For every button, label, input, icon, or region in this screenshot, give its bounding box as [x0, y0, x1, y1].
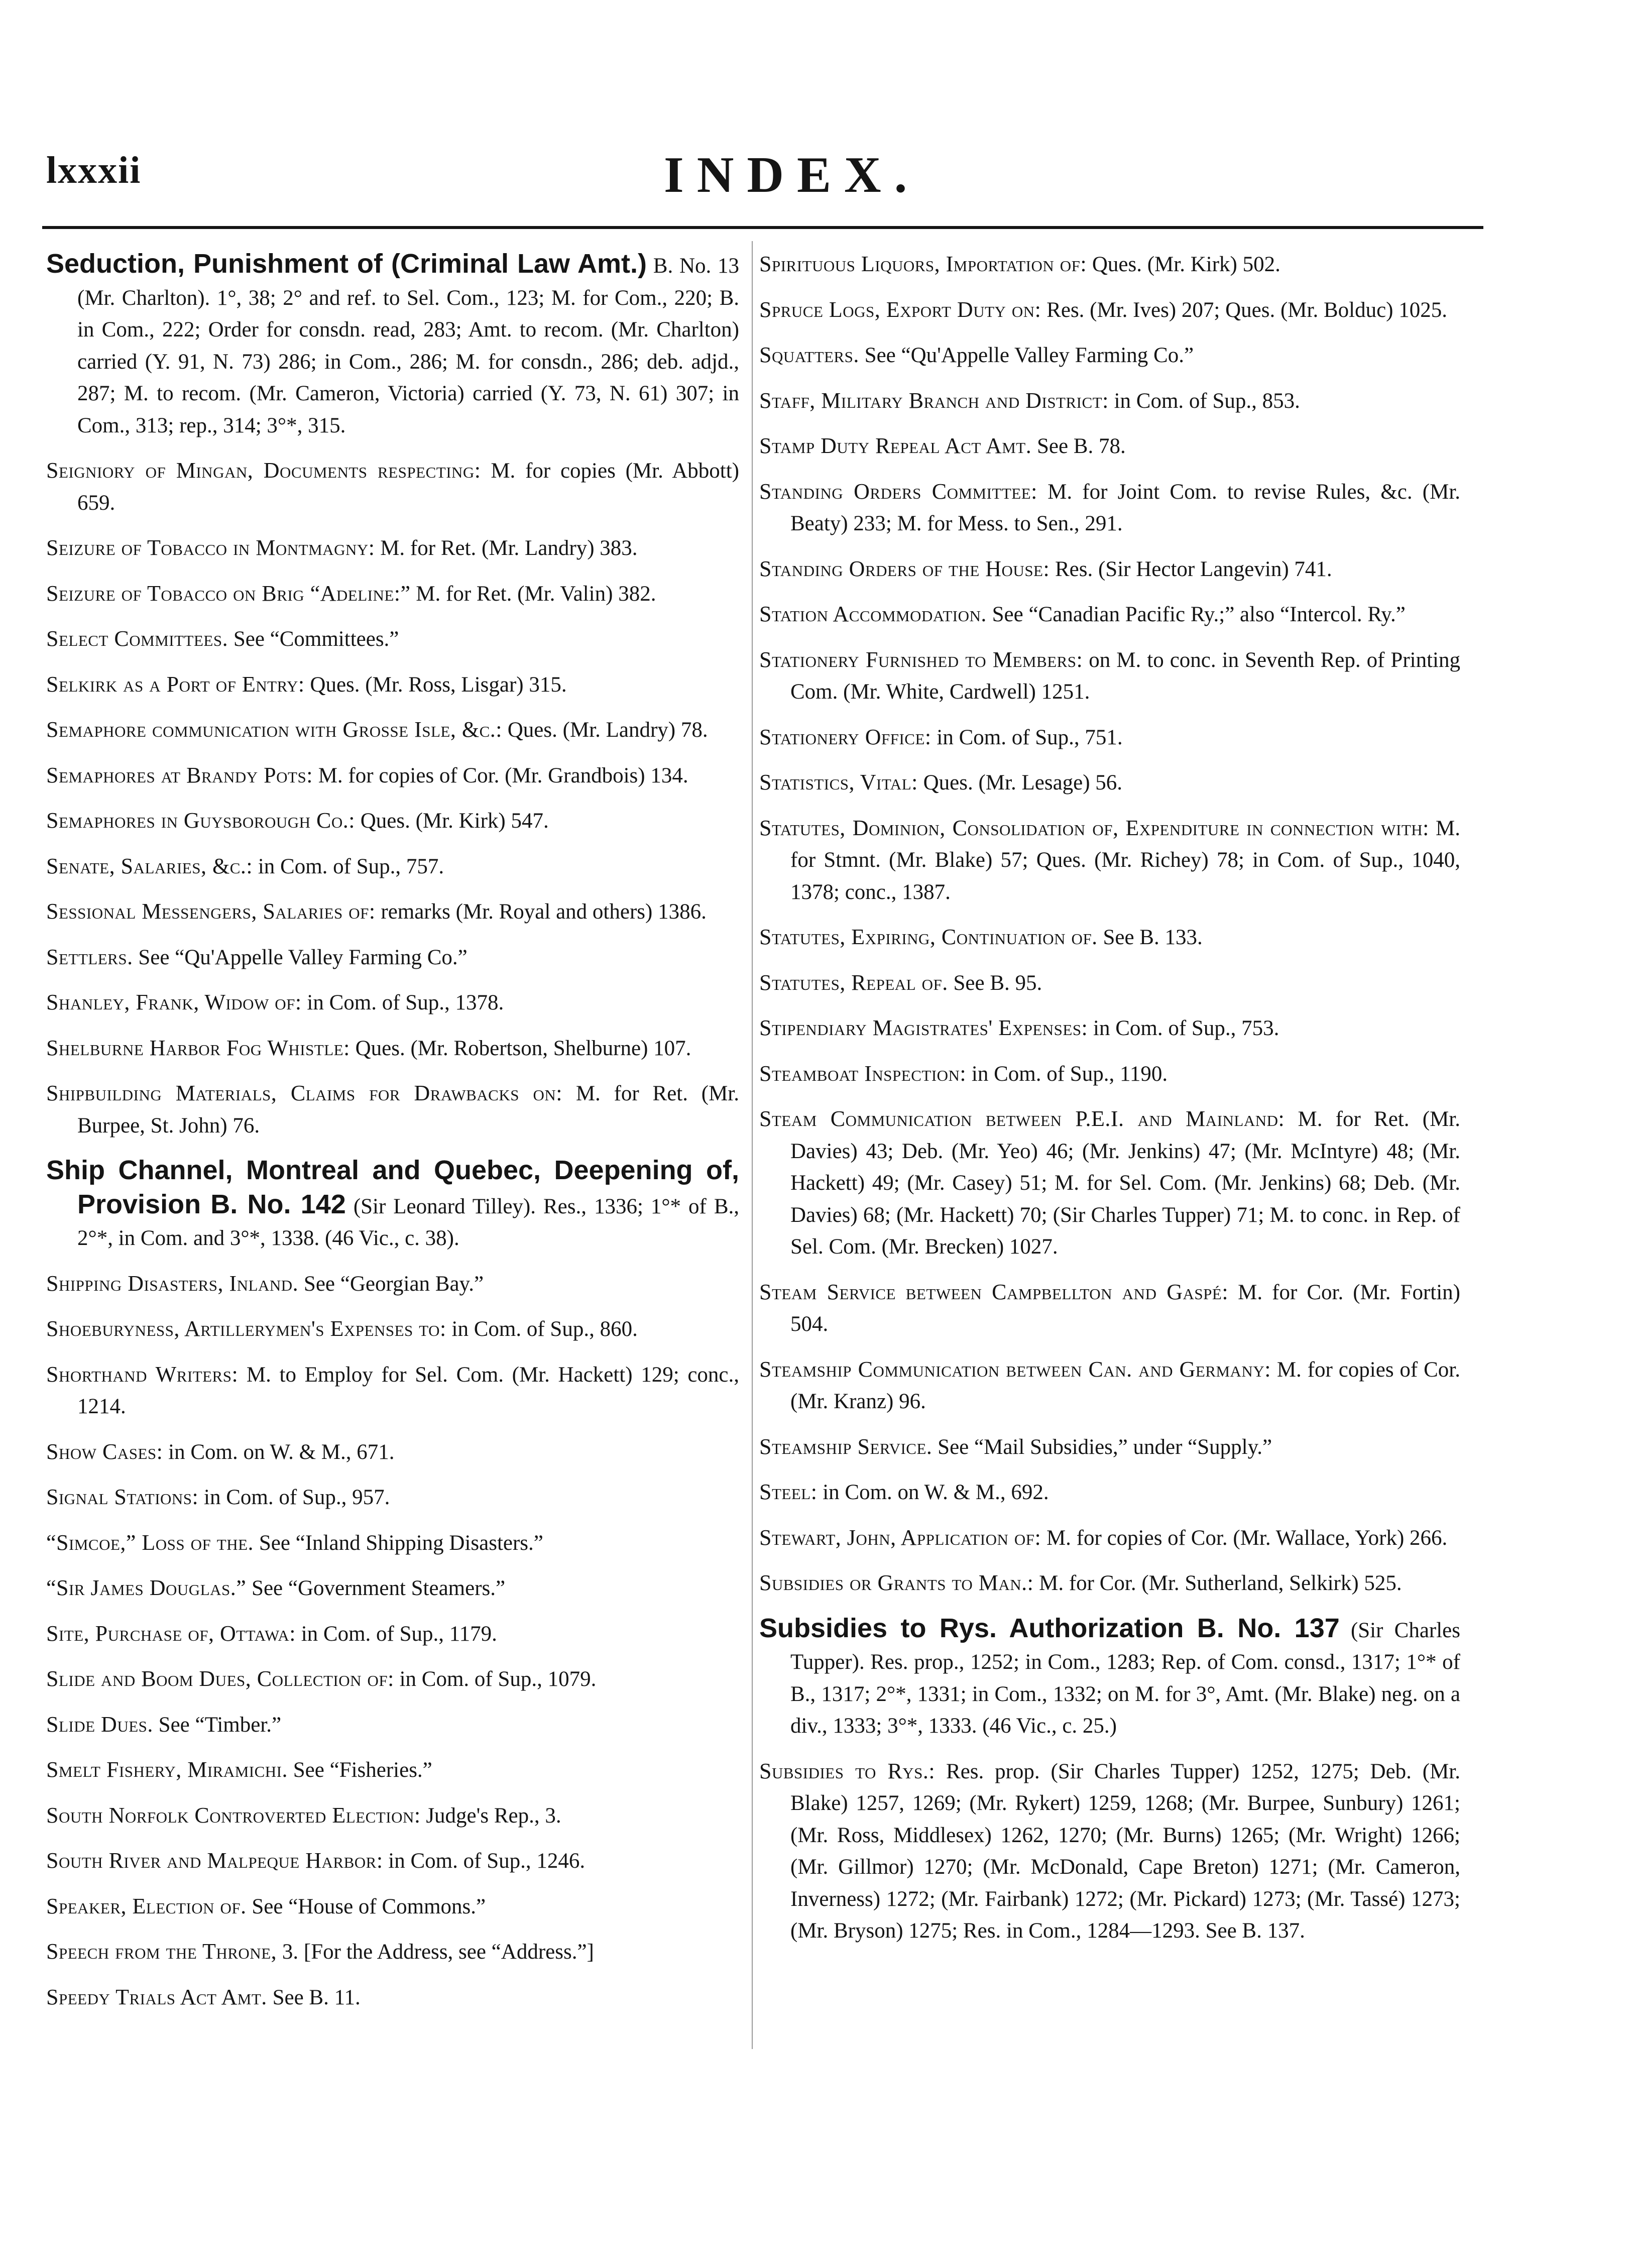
- index-column-right: [759, 248, 1460, 1960]
- entry-heading: Signal Stations:: [46, 1485, 199, 1509]
- entry-heading: Stamp Duty Repeal Act Amt.: [759, 433, 1032, 458]
- entry-heading: Show Cases:: [46, 1439, 163, 1464]
- index-entry: [46, 1268, 739, 1300]
- entry-references: in Com. of Sup., 1190.: [971, 1062, 1168, 1086]
- page-header: [46, 149, 1482, 209]
- entry-references: Ques. (Mr. Kirk) 502.: [1092, 253, 1280, 276]
- entry-heading: Statutes, Repeal of.: [759, 970, 948, 995]
- entry-references: M. for Cor. (Mr. Sutherland, Selkirk) 525.: [1039, 1571, 1402, 1595]
- index-column-left: [46, 248, 739, 2026]
- index-entry: [46, 1799, 739, 1832]
- entry-heading: Slide Dues.: [46, 1712, 153, 1737]
- index-entry: [46, 1436, 739, 1468]
- index-entry: [46, 623, 739, 655]
- index-entry: [46, 986, 739, 1019]
- entry-heading: Steamship Communication between Can. and Germany:: [759, 1356, 1271, 1382]
- entry-heading: Subsidies or Grants to Man.:: [759, 1570, 1034, 1595]
- entry-references: M. for Ret. (Mr. Valin) 382.: [416, 582, 656, 606]
- entry-heading: Shipping Disasters, Inland.: [46, 1271, 299, 1296]
- entry-references: in Com. on W. & M., 692.: [823, 1481, 1049, 1504]
- header-rule: [42, 226, 1483, 229]
- entry-references: Res. (Mr. Ives) 207; Ques. (Mr. Bolduc) 1025.: [1046, 298, 1447, 322]
- entry-heading: Shorthand Writers:: [46, 1362, 239, 1387]
- entry-heading: Selkirk as a Port of Entry:: [46, 671, 305, 697]
- entry-references: M. to Employ for Sel. Com. (Mr. Hackett) 129; conc., 1214.: [77, 1363, 740, 1418]
- index-entry: [46, 1709, 739, 1741]
- index-entry: [759, 294, 1460, 326]
- entry-heading: Settlers.: [46, 944, 133, 969]
- index-entry: [759, 430, 1460, 463]
- index-entry: [46, 455, 739, 519]
- entry-references: See “Timber.”: [158, 1713, 282, 1737]
- entry-heading: Seizure of Tobacco on Brig “Adeline:”: [46, 581, 411, 606]
- entry-references: See “Canadian Pacific Ry.;” also “Intercol. Ry.”: [992, 603, 1406, 626]
- index-entry: [759, 553, 1460, 586]
- entry-references: See B. 78.: [1036, 434, 1126, 458]
- index-entry: [46, 1754, 739, 1786]
- entry-heading: Sessional Messengers, Salaries of:: [46, 899, 376, 924]
- entry-references: remarks (Mr. Royal and others) 1386.: [381, 900, 707, 924]
- entry-references: See “Qu'Appelle Valley Farming Co.”: [138, 945, 468, 969]
- entry-references: M. for Joint Com. to revise Rules, &c. (Mr. Beaty) 233; M. for Mess. to Sen., 291.: [790, 480, 1461, 535]
- page-number: lxxxii: [46, 149, 142, 191]
- entry-heading: Stationery Office:: [759, 724, 931, 749]
- entry-references: in Com. of Sup., 1079.: [399, 1667, 597, 1691]
- entry-heading: Seigniory of Mingan, Documents respecting:: [46, 458, 481, 483]
- index-entry: [759, 385, 1460, 417]
- index-entry: [759, 339, 1460, 372]
- entry-references: Ques. (Mr. Kirk) 547.: [360, 809, 549, 833]
- index-entry: [46, 941, 739, 974]
- index-entry: [46, 1527, 739, 1559]
- index-entry: [46, 1890, 739, 1923]
- index-entry: [759, 1103, 1460, 1263]
- entry-heading: Semaphores at Brandy Pots:: [46, 762, 313, 787]
- entry-heading: Speech from the Throne,: [46, 1939, 277, 1964]
- entry-heading: Speaker, Election of.: [46, 1893, 247, 1918]
- index-entry: [46, 1936, 739, 1968]
- index-entry: [46, 714, 739, 746]
- entry-heading: Steam Service between Campbellton and Gaspé:: [759, 1279, 1229, 1304]
- entry-references: (Sir Leonard Tilley). Res., 1336; 1°* of B., 2°*, in Com. and 3°*, 1338. (46 Vic., c. 38).: [77, 1194, 740, 1250]
- entry-heading: Spruce Logs, Export Duty on:: [759, 297, 1041, 322]
- entry-references: in Com. of Sup., 853.: [1114, 389, 1300, 413]
- entry-references: in Com. of Sup., 1378.: [307, 991, 504, 1014]
- entry-heading: Steamship Service.: [759, 1434, 933, 1459]
- entry-heading: Senate, Salaries, &c.:: [46, 853, 253, 878]
- entry-heading: Seduction, Punishment of (Criminal Law Amt.): [46, 249, 647, 279]
- index-entry: [46, 1572, 739, 1605]
- index-entry: [759, 721, 1460, 754]
- entry-references: Res. (Sir Hector Langevin) 741.: [1055, 557, 1332, 581]
- index-entry: [759, 1755, 1460, 1947]
- entry-references: in Com. of Sup., 1246.: [388, 1849, 586, 1873]
- index-entry: [759, 598, 1460, 631]
- index-entry: [759, 476, 1460, 540]
- entry-references: M. for Cor. (Mr. Fortin) 504.: [790, 1280, 1460, 1336]
- entry-references: See “Mail Subsidies,” under “Supply.”: [938, 1435, 1272, 1459]
- entry-references: (Sir Charles Tupper). Res. prop., 1252; in Com., 1283; Rep. of Com. consd., 1317; 1°* of B., 1317; 2°*, 1331; in Com., 1332; on M. for 3°, Amt. (Mr. Blake) neg. on a div., 1333; 3°*, 1333. (46 Vic., c. 25.): [790, 1618, 1460, 1738]
- index-entry: [46, 1032, 739, 1065]
- entry-heading: “Simcoe,” Loss of the.: [46, 1530, 254, 1555]
- index-entry: [759, 248, 1460, 281]
- entry-heading: Spirituous Liquors, Importation of:: [759, 252, 1087, 276]
- entry-heading: Shelburne Harbor Fog Whistle:: [46, 1035, 350, 1060]
- entry-references: M. for Ret. (Mr. Davies) 43; Deb. (Mr. Yeo) 46; (Mr. Jenkins) 47; (Mr. McIntyre) 48; (Mr. Hackett) 49; (Mr. Casey) 51; M. for Sel. Com. (Mr. Jenkins) 68; Deb. (Mr. Davies) 68; (Mr. Hackett) 70; (Sir Charles Tupper) 71; M. to conc. in Rep. of Sel. Com. (Mr. Brecken) 1027.: [790, 1107, 1461, 1259]
- entry-references: See “Georgian Bay.”: [303, 1272, 484, 1296]
- entry-references: Res. prop. (Sir Charles Tupper) 1252, 1275; Deb. (Mr. Blake) 1257, 1269; (Mr. Rykert) 1259, 1268; (Mr. Burpee, Sunbury) 1261; (Mr. Ross, Middlesex) 1262, 1270; (Mr. Burns) 1265; (Mr. Wright) 1266; (Mr. Gillmor) 1270; (Mr. McDonald, Cape Breton) 1271; (Mr. Cameron, Inverness) 1272; (Mr. Fairbank) 1272; (Mr. Pickard) 1273; (Mr. Tassé) 1273; (Mr. Bryson) 1275; Res. in Com., 1284—1293. See B. 137.: [790, 1759, 1461, 1943]
- entry-heading: Steam Communication between P.E.I. and Mainland:: [759, 1106, 1285, 1131]
- entry-heading: Stipendiary Magistrates' Expenses:: [759, 1015, 1088, 1040]
- entry-heading: Standing Orders Committee:: [759, 479, 1037, 504]
- index-entry: [759, 921, 1460, 954]
- entry-heading: Squatters.: [759, 343, 859, 367]
- index-entry: [759, 1353, 1460, 1418]
- index-entry: [759, 644, 1460, 708]
- entry-references: M. for Ret. (Mr. Burpee, St. John) 76.: [77, 1082, 740, 1138]
- index-entry: [46, 759, 739, 792]
- entry-references: See B. 11.: [272, 1985, 361, 2009]
- index-entry: [46, 1077, 739, 1142]
- index-entry: [46, 1845, 739, 1877]
- index-entry: [46, 1155, 739, 1255]
- index-entry: [46, 1313, 739, 1345]
- entry-references: See “Fisheries.”: [293, 1758, 432, 1782]
- entry-heading: Slide and Boom Dues, Collection of:: [46, 1666, 394, 1691]
- entry-heading: Statutes, Dominion, Consolidation of, Expenditure in connection with:: [759, 815, 1429, 840]
- index-entry: [46, 1358, 739, 1423]
- entry-heading: Standing Orders of the House:: [759, 556, 1050, 581]
- entry-heading: Staff, Military Branch and District:: [759, 388, 1109, 413]
- entry-heading: Statistics, Vital:: [759, 770, 918, 795]
- entry-heading: Smelt Fishery, Miramichi.: [46, 1757, 288, 1782]
- entry-heading: Semaphore communication with Grosse Isle, &c.:: [46, 717, 502, 742]
- entry-references: See “Government Steamers.”: [252, 1576, 506, 1600]
- entry-references: See B. 95.: [953, 971, 1042, 995]
- entry-heading: South Norfolk Controverted Election:: [46, 1802, 421, 1828]
- column-divider: [752, 241, 753, 2049]
- index-entry: [759, 812, 1460, 909]
- entry-heading: Station Accommodation.: [759, 602, 987, 626]
- entry-references: Judge's Rep., 3.: [426, 1803, 561, 1828]
- entry-references: B. No. 13 (Mr. Charlton). 1°, 38; 2° and ref. to Sel. Com., 123; M. for Com., 220; B. in Com., 222; Order for consdn. read, 283; Amt. to recom. (Mr. Charlton) carried (Y. 91, N. 73) 286; in Com., 286; M. for consdn., 286; deb. adjd., 287; M. to recom. (Mr. Cameron, Victoria) carried (Y. 73, N. 61) 307; in Com., 313; rep., 314; 3°*, 315.: [77, 254, 740, 437]
- entry-references: M. for copies (Mr. Abbott) 659.: [77, 459, 740, 515]
- index-entry: [46, 1618, 739, 1650]
- index-entry: [46, 895, 739, 928]
- entry-references: in Com. of Sup., 753.: [1093, 1016, 1279, 1040]
- entry-heading: Subsidies to Rys.:: [759, 1758, 936, 1783]
- entry-references: in Com. of Sup., 860.: [451, 1317, 638, 1341]
- entry-heading: “Sir James Douglas.”: [46, 1575, 247, 1600]
- entry-references: in Com. of Sup., 757.: [258, 854, 444, 878]
- entry-heading: Steamboat Inspection:: [759, 1061, 967, 1086]
- index-entry: [46, 532, 739, 564]
- index-entry: [46, 850, 739, 883]
- index-entry: [759, 967, 1460, 999]
- entry-heading: Stewart, John, Application of:: [759, 1525, 1041, 1550]
- index-entry: [759, 1431, 1460, 1463]
- entry-heading: Ship Channel, Montreal and Quebec, Deepening of, Provision B. No. 142: [46, 1155, 739, 1219]
- index-entry: [759, 1522, 1460, 1554]
- entry-references: M. for Stmnt. (Mr. Blake) 57; Ques. (Mr. Richey) 78; in Com. of Sup., 1040, 1378; conc., 1387.: [790, 816, 1461, 904]
- index-entry: [759, 1567, 1460, 1600]
- entry-references: in Com. of Sup., 751.: [937, 725, 1123, 749]
- entry-heading: Statutes, Expiring, Continuation of.: [759, 925, 1098, 949]
- index-entry: [46, 1981, 739, 2014]
- index-entry: [46, 1663, 739, 1695]
- index-entry: [759, 766, 1460, 799]
- index-entry: [46, 1481, 739, 1514]
- index-entry: [46, 248, 739, 441]
- entry-heading: Steel:: [759, 1480, 818, 1504]
- entry-references: Ques. (Mr. Robertson, Shelburne) 107.: [355, 1036, 691, 1060]
- entry-heading: Semaphores in Guysborough Co.:: [46, 808, 355, 833]
- entry-heading: Seizure of Tobacco in Montmagny:: [46, 535, 375, 560]
- index-entry: [46, 578, 739, 610]
- entry-references: See “Inland Shipping Disasters.”: [259, 1531, 543, 1555]
- entry-references: See “House of Commons.”: [252, 1894, 486, 1918]
- entry-references: in Com. on W. & M., 671.: [168, 1440, 395, 1464]
- entry-heading: Speedy Trials Act Amt.: [46, 1984, 267, 2009]
- entry-heading: Shanley, Frank, Widow of:: [46, 990, 302, 1014]
- entry-references: 3. [For the Address, see “Address.”]: [282, 1940, 594, 1964]
- entry-references: on M. to conc. in Seventh Rep. of Printing Com. (Mr. White, Cardwell) 1251.: [790, 648, 1460, 704]
- entry-heading: Shoeburyness, Artillerymen's Expenses to:: [46, 1316, 446, 1341]
- entry-references: M. for copies of Cor. (Mr. Grandbois) 134.: [318, 763, 688, 787]
- index-entry: [46, 668, 739, 701]
- index-entry: [46, 805, 739, 837]
- entry-references: in Com. of Sup., 1179.: [301, 1622, 497, 1646]
- entry-heading: Site, Purchase of, Ottawa:: [46, 1621, 296, 1646]
- entry-heading: Stationery Furnished to Members:: [759, 647, 1083, 672]
- entry-heading: Shipbuilding Materials, Claims for Drawbacks on:: [46, 1081, 563, 1105]
- entry-heading: South River and Malpeque Harbor:: [46, 1848, 383, 1873]
- entry-references: See “Committees.”: [233, 627, 399, 651]
- index-entry: [759, 1476, 1460, 1509]
- entry-references: See B. 133.: [1103, 926, 1203, 949]
- entry-heading: Select Committees.: [46, 626, 228, 651]
- entry-references: Ques. (Mr. Landry) 78.: [507, 718, 708, 742]
- entry-references: M. for copies of Cor. (Mr. Wallace, York) 266.: [1046, 1526, 1448, 1550]
- entry-references: See “Qu'Appelle Valley Farming Co.”: [864, 344, 1194, 367]
- entry-references: Ques. (Mr. Lesage) 56.: [923, 771, 1123, 795]
- entry-references: M. for copies of Cor. (Mr. Kranz) 96.: [790, 1357, 1461, 1413]
- index-entry: [759, 1276, 1460, 1340]
- index-entry: [759, 1058, 1460, 1090]
- entry-references: in Com. of Sup., 957.: [204, 1486, 390, 1509]
- index-entry: [759, 1012, 1460, 1045]
- index-entry: [759, 1613, 1460, 1742]
- entry-references: Ques. (Mr. Ross, Lisgar) 315.: [310, 672, 567, 697]
- entry-references: M. for Ret. (Mr. Landry) 383.: [380, 536, 638, 560]
- entry-heading: Subsidies to Rys. Authorization B. No. 137: [759, 1613, 1340, 1643]
- page-title: INDEX.: [664, 147, 920, 203]
